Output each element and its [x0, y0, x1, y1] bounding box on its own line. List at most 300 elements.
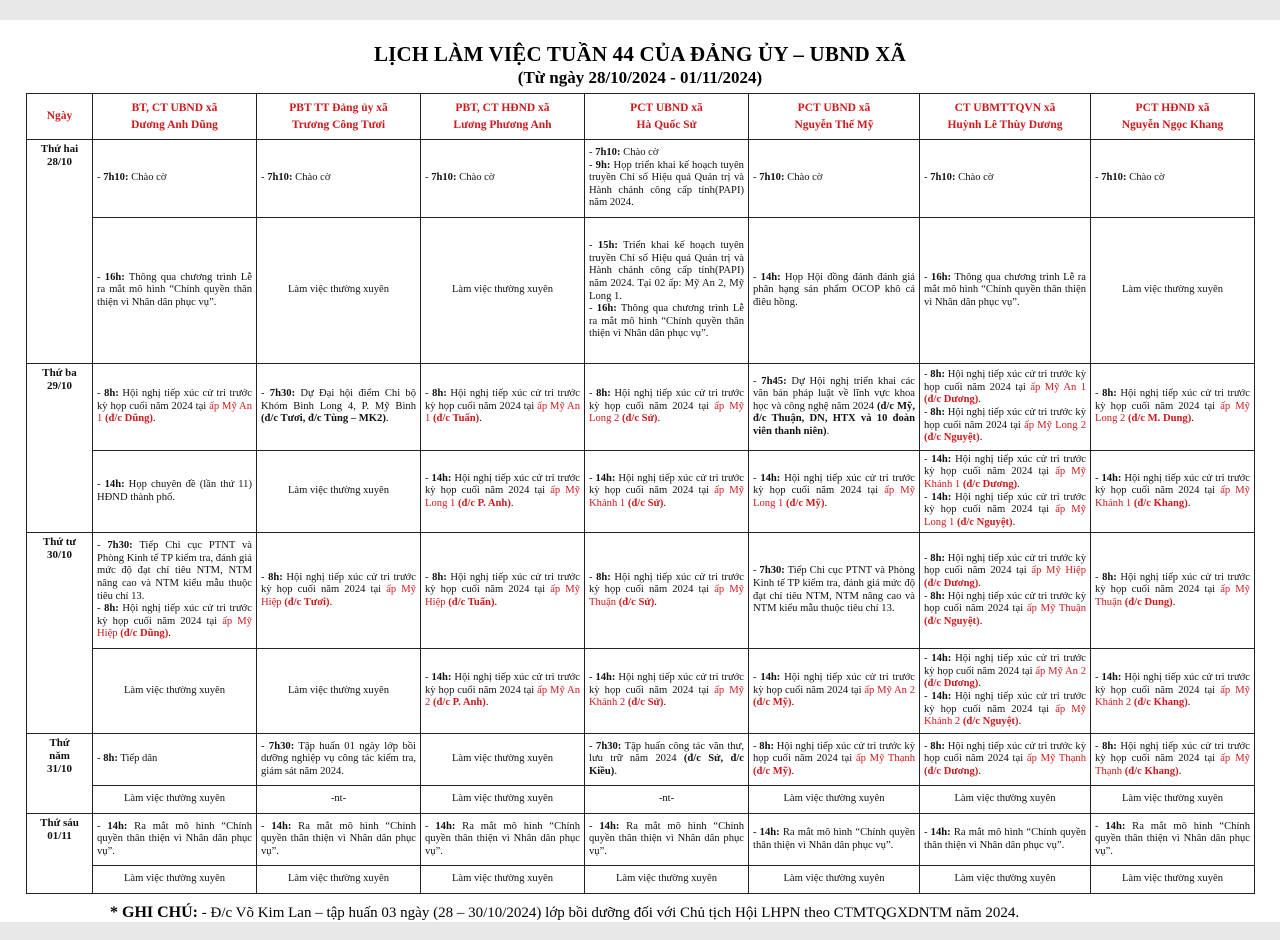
cell-text: - [924, 691, 932, 702]
cell-text: Làm việc thường xuyên [123, 793, 226, 805]
schedule-cell [749, 218, 920, 364]
location-text: (đ/c Mỹ) [785, 497, 825, 509]
time-or-person-text: 8h: [1102, 571, 1117, 583]
time-or-person-text: 7h10: [103, 172, 129, 184]
location-text: (đ/c Khang) [1133, 497, 1188, 509]
cell-text: Chào cờ [292, 172, 331, 184]
cell-text: - [261, 388, 270, 400]
cell-text: Hội nghị tiếp xúc cử tri trước kỳ họp cuối năm 2024 tại [589, 571, 744, 596]
cell-text: Hội nghị tiếp xúc cử tri trước kỳ họp cuối năm 2024 tại [924, 453, 1086, 478]
schedule-cell [421, 218, 585, 364]
cell-text: - [589, 571, 597, 583]
location-text: ấp Mỹ An 2 [425, 684, 580, 709]
cell-text: - [753, 375, 762, 387]
location-text: (đ/c Dương) [962, 478, 1018, 490]
location-text: ấp Mỹ An 1 [425, 400, 580, 425]
time-or-person-text: 14h: [759, 826, 780, 838]
location-text: (đ/c M. Dung) [1127, 413, 1192, 425]
cell-text: . [1017, 478, 1020, 490]
cell-text: - [97, 820, 108, 832]
schedule-row [27, 649, 1255, 734]
cell-text: . [791, 765, 795, 777]
schedule-cell [1091, 734, 1255, 786]
cell-text: - [1095, 571, 1103, 583]
cell-text: Làm việc thường xuyên [1121, 284, 1224, 296]
schedule-row [27, 734, 1255, 786]
cell-text: . [663, 697, 667, 709]
time-or-person-text: 8h: [930, 407, 946, 418]
time-or-person-text: 14h: [1105, 820, 1126, 832]
cell-text: . [479, 413, 482, 425]
schedule-cell [1091, 786, 1255, 814]
location-text: (đ/c Mỹ) [753, 765, 792, 777]
time-or-person-text: 14h: [931, 691, 952, 702]
time-or-person-text: 14h: [599, 820, 620, 832]
cell-text: - [1095, 472, 1102, 484]
schedule-cell [749, 866, 920, 894]
cell-text: Hội nghị tiếp xúc cử tri trước kỳ họp cuối năm 2024 tại [924, 653, 1086, 677]
schedule-cell [1091, 866, 1255, 894]
header-line1: PCT UBND xã [797, 101, 871, 114]
schedule-cell [93, 649, 257, 734]
schedule-cell [421, 533, 585, 649]
schedule-cell [920, 649, 1091, 734]
header-col-1 [93, 94, 257, 140]
day-cell [27, 140, 93, 364]
schedule-cell [257, 786, 421, 814]
cell-text: - [924, 271, 932, 283]
cell-text: Ra mắt mô hình “Chính quyền thân thiện vì Nhân dân phục vụ”. [753, 826, 915, 851]
cell-text: . [657, 413, 661, 425]
location-text: ấp Mỹ An 2 [1035, 665, 1086, 677]
time-or-person-text: 8h: [596, 388, 611, 400]
cell-text: Ra mắt mô hình “Chính quyền thân thiện vì Nhân dân phục vụ”. [924, 826, 1086, 851]
cell-text: - [924, 590, 931, 602]
cell-text: - [261, 820, 272, 832]
location-text: (đ/c P. Anh) [432, 697, 486, 709]
cell-text: . [329, 596, 333, 608]
time-or-person-text: 14h: [760, 271, 781, 283]
cell-text: Làm việc thường xuyên [451, 793, 554, 805]
location-text: (đ/c Nguyệt) [956, 516, 1013, 528]
cell-text: - [753, 672, 761, 684]
schedule-cell [749, 814, 920, 866]
location-text: ấp Mỹ Khánh 1 [924, 466, 1086, 490]
cell-text: - [1095, 820, 1106, 832]
schedule-cell [749, 786, 920, 814]
location-text: ấp Mỹ Khánh 2 [924, 703, 1086, 728]
cell-text: . [978, 678, 981, 690]
day-label-line1: Thứ sáu [40, 817, 79, 829]
header-line1: PBT, CT HĐND xã [455, 101, 550, 114]
location-text: ấp Mỹ Long 1 [425, 485, 580, 509]
cell-text: . [979, 615, 983, 627]
header-line1: PCT HĐND xã [1135, 101, 1210, 114]
location-text: (đ/c Tuấn) [448, 596, 495, 608]
time-or-person-text: 7h10: [431, 172, 457, 184]
location-text: ấp Mỹ Khánh 2 [589, 684, 744, 709]
schedule-cell [749, 533, 920, 649]
cell-text: Hội nghị tiếp xúc cử tri trước kỳ họp cuối năm 2024 tại [425, 571, 580, 596]
cell-text: Thông qua chương trình Lễ ra mắt mô hình “Chính quyền thân thiện vì Nhân dân phục vụ”. [589, 303, 744, 340]
cell-text: Làm việc thường xuyên [287, 485, 390, 497]
cell-text: Hội nghị tiếp xúc cử tri trước kỳ họp cuối năm 2024 tại [1095, 571, 1250, 596]
cell-text: Chào cờ [1126, 172, 1165, 184]
location-text: (đ/c Sử) [618, 596, 655, 608]
time-or-person-text: 14h: [271, 820, 292, 832]
cell-text: Hội nghị tiếp xúc cử tri trước kỳ họp cuối năm 2024 tại [924, 369, 1086, 393]
cell-text: - [425, 672, 432, 684]
cell-text: Làm việc thường xuyên [451, 284, 554, 296]
location-text: ấp Mỹ Khánh 2 [1095, 684, 1250, 709]
cell-text: Hội nghị tiếp xúc cử tri trước kỳ họp cuối năm 2024 tại [753, 672, 915, 696]
cell-text: Họp triển khai kế hoạch tuyên truyền Chỉ số Hiệu quả Quản trị và Hành chánh công cấp tỉnh(PAPI) năm 2024. [589, 159, 744, 209]
time-or-person-text: 8h: [1102, 740, 1117, 752]
schedule-cell [585, 734, 749, 786]
header-line1: Ngày [46, 110, 73, 122]
cell-text: Hội nghị tiếp xúc cử tri trước kỳ họp cuối năm 2024 tại [589, 672, 744, 696]
cell-text: Chào cờ [784, 172, 823, 184]
header-line2: Hà Quốc Sử [636, 118, 697, 131]
time-or-person-text: (đ/c Sử, đ/c Kiều) [589, 753, 744, 777]
time-or-person-text: 16h: [596, 303, 617, 315]
cell-text: Họp Hội đồng đánh đánh giá phân hạng sản phẩm OCOP khô cá điêu hồng. [753, 271, 915, 308]
cell-text: Làm việc thường xuyên [783, 873, 885, 885]
location-text: (đ/c Dương) [924, 765, 979, 777]
schedule-cell [421, 649, 585, 734]
cell-text: Làm việc thường xuyên [1121, 793, 1224, 805]
location-text: ấp Mỹ Hiệp [425, 584, 580, 608]
location-text: (đ/c Dương) [924, 394, 979, 406]
cell-text: . [663, 497, 667, 509]
header-line2: Huỳnh Lê Thùy Dương [947, 118, 1063, 131]
cell-text: - [97, 172, 104, 184]
cell-text: - [425, 172, 432, 184]
day-label-line2: 28/10 [46, 156, 73, 168]
schedule-cell [920, 533, 1091, 649]
cell-text: Hội nghị tiếp xúc cử tri trước kỳ họp cuối năm 2024 tại [1095, 388, 1250, 412]
time-or-person-text: 8h: [432, 388, 447, 400]
cell-text: - [1095, 740, 1103, 752]
day-label-line1: Thứ ba [42, 367, 77, 379]
cell-text: . [1172, 596, 1176, 608]
cell-text: Họp chuyên đề (lần thứ 11) HĐND thành phố. [97, 478, 252, 503]
header-line2: Nguyễn Ngọc Khang [1121, 118, 1224, 131]
time-or-person-text: 7h30: [107, 540, 133, 552]
cell-text: . [168, 628, 171, 640]
cell-text: . [485, 697, 489, 709]
time-or-person-text: 14h: [435, 820, 456, 832]
schedule-cell [93, 364, 257, 451]
cell-text: - [753, 172, 760, 184]
cell-text: - [924, 653, 932, 665]
location-text: (đ/c Dung) [1124, 596, 1173, 608]
time-or-person-text: 16h: [104, 271, 125, 283]
cell-text: Ra mắt mô hình “Chính quyền thân thiện vì Nhân dân phục vụ”. [261, 820, 416, 857]
time-or-person-text: 14h: [104, 478, 125, 490]
location-text: ấp Mỹ Thuận [1026, 603, 1086, 615]
cell-text: Hội nghị tiếp xúc cử tri trước kỳ họp cuối năm 2024 tại [425, 388, 580, 412]
time-or-person-text: 7h30: [269, 388, 296, 400]
cell-text: - [97, 271, 105, 283]
cell-text: Ra mắt mô hình “Chính quyền thân thiện vì Nhân dân phục vụ”. [425, 820, 580, 857]
cell-text: . [978, 577, 981, 589]
cell-text: Ra mắt mô hình “Chính quyền thân thiện vì Nhân dân phục vụ”. [1095, 820, 1250, 857]
schedule-cell [257, 364, 421, 451]
cell-text: Làm việc thường xuyên [615, 873, 718, 885]
schedule-row [27, 814, 1255, 866]
schedule-cell [421, 866, 585, 894]
time-or-person-text: 14h: [431, 672, 452, 684]
cell-text: . [1187, 497, 1191, 509]
location-text: ấp Mỹ Khánh 1 [1095, 485, 1250, 509]
time-or-person-text: 14h: [931, 453, 952, 465]
time-or-person-text: 7h10: [1101, 172, 1127, 184]
schedule-cell [749, 649, 920, 734]
day-label-line2: 30/10 [46, 549, 73, 561]
header-line1: PBT TT Đảng ủy xã [289, 101, 388, 114]
schedule-cell [1091, 451, 1255, 533]
time-or-person-text: 9h: [595, 159, 611, 171]
cell-text: Chào cờ [620, 147, 659, 159]
location-text: ấp Mỹ An 2 [864, 684, 915, 696]
schedule-cell [93, 814, 257, 866]
schedule-cell [1091, 140, 1255, 218]
location-text: ấp Mỹ Thạnh [1095, 753, 1250, 777]
footnote [110, 904, 1019, 922]
cell-text: - [589, 672, 596, 684]
schedule-cell [585, 814, 749, 866]
cell-text: . [791, 697, 795, 709]
cell-text: . [614, 765, 617, 777]
schedule-row [27, 533, 1255, 649]
time-or-person-text: 7h30: [596, 740, 622, 752]
location-text: (đ/c Nguyệt) [924, 615, 980, 627]
location-text: (đ/c Tươi) [284, 596, 330, 608]
day-label-line1: Thứ tư [42, 536, 77, 548]
schedule-table [26, 93, 1255, 894]
day-label-line2: 01/11 [47, 830, 72, 842]
schedule-cell [93, 451, 257, 533]
schedule-cell [585, 533, 749, 649]
cell-text: Làm việc thường xuyên [451, 753, 554, 765]
cell-text: Hội nghị tiếp xúc cử tri trước kỳ họp cuối năm 2024 tại [924, 590, 1086, 615]
cell-text: Hội nghị tiếp xúc cử tri trước kỳ họp cuối năm 2024 tại [753, 740, 915, 765]
location-text: ấp Mỹ Long 2 [1095, 400, 1250, 425]
time-or-person-text: 8h: [432, 571, 447, 583]
page-title: LỊCH LÀM VIỆC TUẦN 44 CỦA ĐẢNG ỦY – UBND XÃ [373, 42, 907, 66]
schedule-cell [920, 218, 1091, 364]
schedule-cell [257, 451, 421, 533]
day-cell [27, 364, 93, 533]
schedule-cell [585, 364, 749, 451]
schedule-cell [920, 814, 1091, 866]
cell-text: - [589, 820, 600, 832]
cell-text: . [385, 413, 389, 425]
location-text: ấp Mỹ Thạnh [855, 753, 915, 765]
time-or-person-text: 8h: [1102, 388, 1117, 400]
schedule-cell [257, 866, 421, 894]
schedule-cell [920, 364, 1091, 451]
cell-text: . [826, 425, 830, 437]
day-label-line1: Thứ hai [40, 143, 79, 155]
header-line1: PCT UBND xã [630, 101, 703, 114]
time-or-person-text: 7h10: [595, 147, 621, 159]
schedule-cell [920, 451, 1091, 533]
cell-text: - [753, 565, 760, 577]
cell-text: Hội nghị tiếp xúc cử tri trước kỳ họp cuối năm 2024 tại [589, 472, 744, 497]
cell-text: - [261, 740, 269, 752]
cell-text: - [753, 472, 761, 484]
time-or-person-text: 14h: [760, 672, 781, 684]
day-cell [27, 734, 93, 814]
time-or-person-text: 8h: [103, 753, 118, 765]
location-text: (đ/c Khang) [1124, 765, 1179, 777]
schedule-cell [93, 866, 257, 894]
schedule-cell [93, 734, 257, 786]
time-or-person-text: 14h: [931, 491, 952, 503]
cell-text: Tập huấn công tác văn thư, lưu trữ năm 2024 [589, 740, 744, 765]
cell-text: Thông qua chương trình Lễ ra mắt mô hình “Chính quyền thân thiện vì Nhân dân phục vụ”. [924, 271, 1086, 308]
cell-text: - [589, 147, 596, 159]
time-or-person-text: 14h: [107, 820, 128, 832]
location-text: (đ/c Sử) [627, 697, 664, 709]
day-label-line3: 31/10 [46, 763, 73, 775]
cell-text: Ra mắt mô hình “Chính quyền thân thiện vì Nhân dân phục vụ”. [97, 820, 252, 857]
location-text: (đ/c Dũng) [104, 413, 153, 425]
cell-text: Làm việc thường xuyên [783, 793, 885, 805]
location-text: ấp Mỹ Long 1 [924, 504, 1086, 528]
schedule-cell [93, 218, 257, 364]
cell-text: Làm việc thường xuyên [451, 873, 554, 885]
day-label-line2: năm [49, 750, 70, 762]
time-or-person-text: 14h: [760, 472, 781, 484]
time-or-person-text: 16h: [931, 271, 952, 283]
time-or-person-text: (đ/c Tươi, đ/c Tùng – MK2) [261, 413, 386, 425]
time-or-person-text: 14h: [931, 653, 952, 665]
cell-text: - [97, 603, 105, 615]
cell-text: Làm việc thường xuyên [954, 873, 1056, 885]
header-line2: Trương Công Tươi [291, 118, 386, 131]
location-text: (đ/c Dương) [924, 577, 979, 589]
location-text: (đ/c Khang) [1133, 697, 1188, 709]
cell-text: Làm việc thường xuyên [1121, 873, 1224, 885]
schedule-cell [257, 649, 421, 734]
time-or-person-text: 8h: [104, 603, 119, 615]
schedule-cell [257, 140, 421, 218]
schedule-cell [749, 140, 920, 218]
cell-text: Hội nghị tiếp xúc cử tri trước kỳ họp cuối năm 2024 tại [589, 388, 744, 412]
schedule-row [27, 451, 1255, 533]
schedule-row [27, 140, 1255, 218]
footnote-label: * GHI CHÚ: [110, 904, 198, 921]
time-or-person-text: 8h: [930, 369, 946, 381]
header-col-4 [585, 94, 749, 140]
schedule-cell [1091, 649, 1255, 734]
cell-text: Làm việc thường xuyên [287, 684, 390, 696]
location-text: ấp Mỹ Khánh 1 [589, 485, 744, 509]
header-line2: Nguyễn Thế Mỹ [794, 118, 874, 131]
schedule-cell [1091, 364, 1255, 451]
cell-text: - [589, 303, 597, 315]
time-or-person-text: 8h: [104, 388, 119, 400]
schedule-cell [920, 786, 1091, 814]
time-or-person-text: 14h: [595, 472, 616, 484]
cell-text: - [924, 453, 932, 465]
location-text: ấp Mỹ Hiệp [1031, 565, 1086, 577]
header-line2: Lương Phương Anh [453, 118, 552, 131]
cell-text: Hội nghị tiếp xúc cử tri trước kỳ họp cuối năm 2024 tại [924, 491, 1086, 516]
time-or-person-text: 7h45: [761, 375, 787, 387]
header-col-2 [257, 94, 421, 140]
cell-text: Chào cờ [955, 172, 994, 184]
time-or-person-text: 14h: [1101, 672, 1122, 684]
time-or-person-text: 8h: [930, 552, 946, 564]
cell-text: Tiếp dân [117, 753, 158, 765]
footnote-text: - Đ/c Võ Kim Lan – tập huấn 03 ngày (28 – 30/10/2024) lớp bồi dưỡng đối với Chủ tịch Hội LHPN theo CTMTQGXDNTM năm 2024. [198, 905, 1020, 921]
location-text: ấp Mỹ Thuận [589, 584, 744, 608]
schedule-document [0, 20, 1280, 922]
cell-text: Hội nghị tiếp xúc cử tri trước kỳ họp cuối năm 2024 tại [1095, 472, 1250, 497]
cell-text: Làm việc thường xuyên [123, 684, 226, 696]
cell-text: Tiếp Chi cục PTNT và Phòng Kinh tế TP kiểm tra, đánh giá mức độ đạt chỉ tiêu NTM, NTM nâng cao và NTM kiểu mẫu thuộc tiêu chí 13. [753, 565, 915, 615]
schedule-cell [93, 533, 257, 649]
location-text: (đ/c P. Anh) [457, 497, 511, 509]
cell-text: -nt- [330, 793, 347, 805]
schedule-cell [585, 866, 749, 894]
time-or-person-text: 15h: [597, 240, 618, 252]
schedule-cell [585, 786, 749, 814]
header-col-7 [1091, 94, 1255, 140]
cell-text: Hội nghị tiếp xúc cử tri trước kỳ họp cuối năm 2024 tại [425, 472, 580, 497]
cell-text: - [924, 407, 931, 418]
cell-text: Hội nghị tiếp xúc cử tri trước kỳ họp cuối năm 2024 tại [97, 603, 252, 627]
cell-text: . [1178, 765, 1182, 777]
cell-text: -nt- [658, 793, 675, 805]
time-or-person-text: 14h: [930, 826, 951, 838]
cell-text: - [589, 472, 596, 484]
cell-text: . [152, 413, 156, 425]
schedule-cell [1091, 218, 1255, 364]
day-label-line2: 29/10 [46, 380, 73, 392]
cell-text: . [1191, 413, 1194, 425]
cell-text: . [1012, 516, 1016, 528]
cell-text: - [753, 740, 760, 752]
time-or-person-text: 8h: [930, 590, 946, 602]
location-text: ấp Mỹ Hiệp [97, 615, 252, 640]
cell-text: Làm việc thường xuyên [954, 793, 1056, 805]
cell-text: Hội nghị tiếp xúc cử tri trước kỳ họp cuối năm 2024 tại [924, 407, 1086, 431]
cell-text: - [261, 172, 268, 184]
schedule-cell [749, 364, 920, 451]
schedule-cell [749, 451, 920, 533]
cell-text: Làm việc thường xuyên [287, 873, 390, 885]
cell-text: - [753, 271, 761, 283]
schedule-row [27, 218, 1255, 364]
schedule-cell [421, 734, 585, 786]
cell-text: . [510, 497, 514, 509]
header-line1: CT UBMTTQVN xã [954, 101, 1056, 114]
cell-text: Tập huấn 01 ngày lớp bồi dưỡng nghiệp vụ công tác kiểm tra, giám sát năm 2024. [261, 740, 416, 777]
day-cell [27, 533, 93, 734]
schedule-cell [749, 734, 920, 786]
cell-text: - [97, 540, 108, 552]
cell-text: Hội nghị tiếp xúc cử tri trước kỳ họp cuối năm 2024 tại [924, 691, 1086, 715]
cell-text: - [589, 240, 598, 252]
schedule-row [27, 364, 1255, 451]
cell-text: Chào cờ [128, 172, 167, 184]
cell-text: Làm việc thường xuyên [287, 284, 390, 296]
